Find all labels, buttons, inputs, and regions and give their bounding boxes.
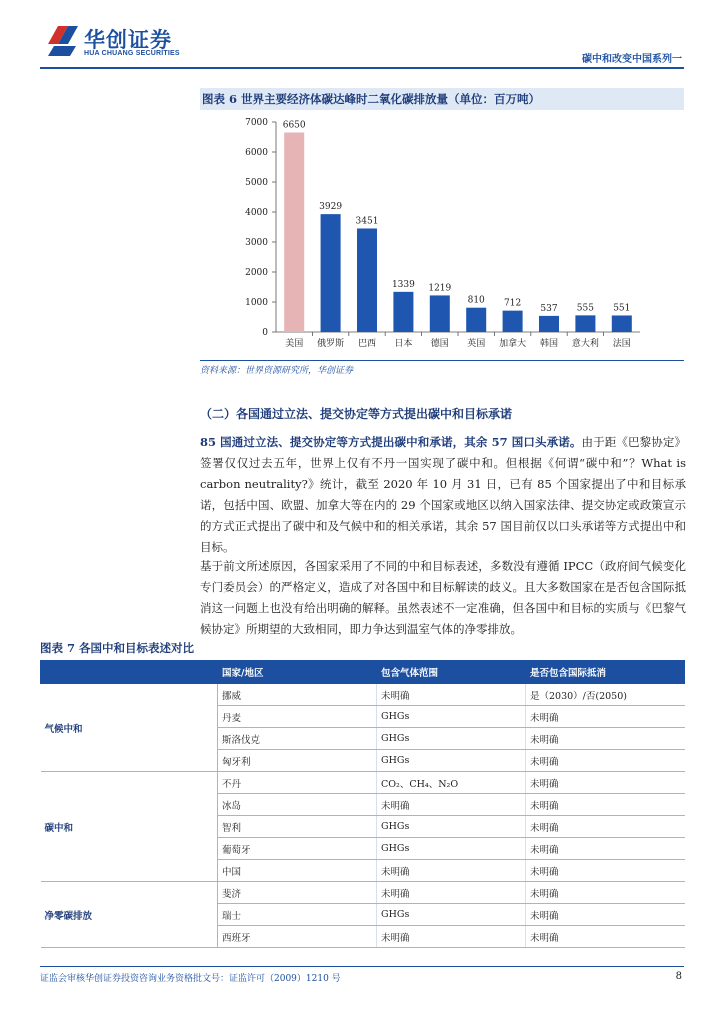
table-cell: GHGs	[377, 728, 526, 750]
table-header-cell	[41, 661, 218, 684]
table-cell: 未明确	[526, 706, 685, 728]
table-cell: GHGs	[377, 706, 526, 728]
table-header-row	[41, 661, 685, 684]
table-row	[41, 684, 685, 706]
bar-value-label: 551	[613, 303, 631, 314]
table-cell: 中国	[218, 860, 377, 882]
table-row	[41, 882, 685, 904]
bar-value-label: 555	[576, 303, 594, 314]
table-cell: GHGs	[377, 816, 526, 838]
bar-value-label: 810	[467, 295, 485, 306]
table-cell: 不丹	[218, 772, 377, 794]
figure6-title: 图表 6 世界主要经济体碳达峰时二氧化碳排放量（单位：百万吨）	[200, 88, 684, 110]
bar-value-label: 1339	[391, 279, 415, 290]
table-cell: GHGs	[377, 838, 526, 860]
table-cell: 斯洛伐克	[218, 728, 377, 750]
table-group-label: 气候中和	[41, 684, 218, 772]
table-cell: 未明确	[526, 904, 685, 926]
x-category-label: 法国	[612, 339, 631, 349]
bar-5	[466, 308, 486, 332]
table-cell: 未明确	[526, 816, 685, 838]
paragraph-1-body: 由于距《巴黎协定》签署仅仅过去五年，世界上仅有不丹一国实现了碳中和。但根据《何谓“碳中和”？What is carbon neutrality?》统计，截至 2020 年 10 月 31 日，已有 85 个国家提出了中和目标承诺，包括中国、欧盟、加拿大等在内的 29 个国家或地区以纳入国家法律、提交协定或政策宣示的方式正式提出了碳中和及气候中和的相关承诺，其余 57 国目前仅以口头承诺等方式提出中和目标。	[200, 435, 687, 554]
y-tick-label: 1000	[245, 298, 268, 308]
table-cell: 未明确	[526, 772, 685, 794]
table-cell: GHGs	[377, 904, 526, 926]
x-category-label: 德国	[430, 339, 449, 349]
bar-2	[357, 228, 377, 332]
table-cell: 未明确	[377, 684, 526, 706]
y-tick-label: 3000	[245, 238, 268, 248]
logo-company-en: HUA CHUANG SECURITIES	[84, 50, 180, 57]
paragraph-1-lead: 85 国通过立法、提交协定等方式提出碳中和承诺，其余 57 国口头承诺。	[200, 435, 582, 449]
x-category-label: 俄罗斯	[317, 339, 345, 349]
table-cell: 冰岛	[218, 794, 377, 816]
emissions-bar-chart	[200, 112, 684, 356]
y-tick-label: 7000	[245, 118, 268, 128]
table-cell: 未明确	[377, 926, 526, 948]
table-cell: 未明确	[377, 860, 526, 882]
x-category-label: 巴西	[357, 339, 377, 349]
table-cell: 未明确	[526, 838, 685, 860]
bar-value-label: 1219	[428, 283, 452, 294]
x-category-label: 日本	[394, 339, 413, 349]
bar-value-label: 537	[540, 303, 558, 314]
bar-0	[284, 133, 304, 333]
x-category-label: 英国	[467, 339, 486, 349]
table-row	[41, 772, 685, 794]
x-category-label: 加拿大	[499, 339, 527, 349]
bar-4	[430, 295, 450, 332]
bar-3	[393, 292, 413, 332]
figure6-source: 资料来源：世界资源研究所，华创证券	[200, 360, 684, 376]
company-logo	[46, 24, 186, 60]
table-cell: 是（2030）/否(2050)	[526, 684, 685, 706]
section-heading: （二）各国通过立法、提交协定等方式提出碳中和目标承诺	[200, 407, 513, 421]
footer-disclaimer: 证监会审核华创证券投资咨询业务资格批文号：证监许可（2009）1210 号	[40, 974, 341, 984]
bar-value-label: 3929	[319, 202, 343, 213]
table-cell: 未明确	[377, 794, 526, 816]
table-cell: 未明确	[526, 794, 685, 816]
table-group-label: 净零碳排放	[41, 882, 218, 948]
bar-value-label: 3451	[355, 216, 379, 227]
table-cell: 葡萄牙	[218, 838, 377, 860]
y-tick-label: 5000	[245, 178, 268, 188]
table-cell: 未明确	[526, 750, 685, 772]
table-header-cell: 包含气体范围	[377, 661, 526, 684]
y-tick-label: 2000	[245, 268, 268, 278]
y-tick-label: 6000	[245, 148, 268, 158]
bar-6	[503, 311, 523, 332]
table-cell: 未明确	[526, 926, 685, 948]
table-cell: 未明确	[526, 728, 685, 750]
y-tick-label: 4000	[245, 208, 268, 218]
bar-7	[539, 316, 559, 332]
table-cell: 未明确	[526, 860, 685, 882]
table-cell: CO₂、CH₄、N₂O	[377, 772, 526, 794]
bar-1	[321, 214, 341, 332]
table-cell: 智利	[218, 816, 377, 838]
x-category-label: 美国	[285, 339, 304, 349]
logo-mark-icon	[46, 24, 80, 58]
table-header-cell: 是否包含国际抵消	[526, 661, 685, 684]
table-cell: 瑞士	[218, 904, 377, 926]
footer-divider	[40, 966, 684, 967]
logo-company-cn: 华创证券	[84, 28, 172, 52]
bar-value-label: 712	[504, 298, 522, 309]
table-cell: 西班牙	[218, 926, 377, 948]
x-category-label: 韩国	[539, 339, 559, 349]
table-group-label: 碳中和	[41, 772, 218, 882]
y-tick-label: 0	[262, 328, 268, 338]
header-divider	[40, 67, 684, 69]
bar-value-label: 6650	[282, 120, 306, 131]
table-header-cell: 国家/地区	[218, 661, 377, 684]
bar-9	[612, 315, 632, 332]
bar-8	[575, 315, 595, 332]
neutrality-comparison-table	[40, 660, 685, 948]
table-cell: 丹麦	[218, 706, 377, 728]
table-cell: 挪威	[218, 684, 377, 706]
paragraph-2: 基于前文所述原因，各国家采用了不同的中和目标表述，多数没有遵循 IPCC（政府间气候变化专门委员会）的严格定义，造成了对各国中和目标解读的歧义。且大多数国家在是否包含国际抵消这一问题上也没有给出明确的解释。虽然表述不一定准确，但各国中和目标的实质与《巴黎气候协定》所期望的大致相同，即力争达到温室气体的净零排放。	[200, 559, 686, 636]
table7-title: 图表 7 各国中和目标表述对比	[40, 641, 195, 655]
table-cell: 斐济	[218, 882, 377, 904]
table-cell: 匈牙利	[218, 750, 377, 772]
report-series-title: 碳中和改变中国系列一	[582, 54, 682, 65]
table-cell: 未明确	[526, 882, 685, 904]
paragraph-1	[200, 432, 686, 558]
x-category-label: 意大利	[571, 339, 599, 349]
table-cell: 未明确	[377, 882, 526, 904]
page-number: 8	[675, 971, 682, 982]
table-cell: GHGs	[377, 750, 526, 772]
